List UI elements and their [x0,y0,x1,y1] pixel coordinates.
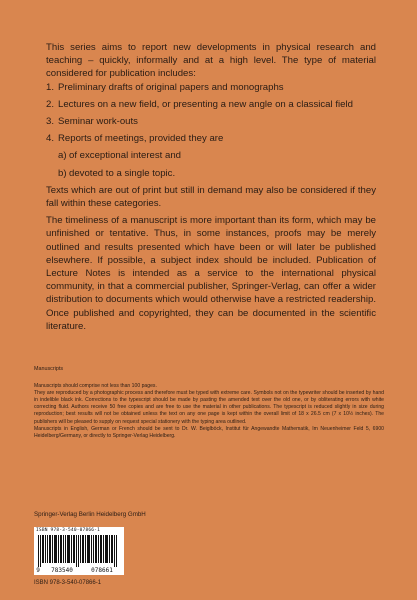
manuscripts-submission: Manuscripts in English, German or French should be sent to Dr. W. Beiglböck, Institut für Angewandte Mathematik, Im Neuenheimer Feld 5, 6900 Heidelberg/Germany, or directly to Springer-Verlag Heidelberg. [34,425,384,439]
list-number: 4. [46,133,55,145]
sub-list-letter: b) [58,167,67,179]
list-item [46,115,376,128]
sub-list-text: devoted to a single topic. [69,167,176,179]
timeliness-paragraph: The timeliness of a manuscript is more important than its form, which may be unfinished or tentative. Thus, in some instances, proofs may be merely outlined and results presented which have been or will later be published elsewhere. If possible, a subject index should be included. Publication of Lecture Notes is intended as a service to the international physical community, in that a commercial publisher, Springer-Verlag, can offer a wider distribution to documents which would otherwise have a restricted readership. Once published and copyrighted, they can be documented in the scientific literature. [46,215,376,332]
list-item [46,98,376,111]
sub-list [46,149,376,179]
barcode-digits [34,567,124,574]
manuscripts-section [34,366,384,440]
manuscripts-length: Manuscripts should comprise not less than 100 pages. [34,383,157,390]
publisher-name: Springer-Verlag Berlin Heidelberg GmbH [34,511,146,518]
list-text: Preliminary drafts of original papers and monographs [58,81,284,93]
intro-lead: This series aims to report new developments in physical research and teaching – quickly, informally and at a high level. The type of material considered for publication includes: [46,42,376,80]
list-number: 3. [46,116,55,128]
sub-list-item [58,167,376,180]
sub-list-item [58,149,376,162]
out-of-print-note: Texts which are out of print but still in demand may also be considered if they fall within these categories. [46,184,376,210]
series-description [46,41,376,333]
barcode-isbn: ISBN 978-3-540-07866-1 [36,528,101,533]
manuscripts-heading: Manuscripts [34,366,64,372]
list-item [46,132,376,145]
barcode-icon [38,535,120,567]
list-text: Seminar work-outs [58,116,138,128]
list-item [46,81,376,94]
barcode-digit-group-1: 783540 [51,567,73,574]
sub-list-letter: a) [58,150,67,162]
barcode-digit-first: 9 [36,567,40,574]
isbn-number: ISBN 978-3-540-07866-1 [34,580,102,586]
barcode-label [34,527,124,575]
material-list [46,81,376,146]
list-number: 1. [46,81,55,93]
list-text: Reports of meetings, provided they are [58,133,224,145]
barcode-digit-group-2: 078661 [91,567,113,574]
list-text: Lectures on a new field, or presenting a new angle on a classical field [58,98,353,110]
list-number: 2. [46,98,55,110]
sub-list-text: of exceptional interest and [69,150,182,162]
manuscripts-reproduction: They are reproduced by a photographic process and therefore must be typed with extreme care. Symbols not on the typewriter should be inserted by hand in indelible black ink. Corrections to the typescript should be made by pasting the amended text over the old one, or by obliterating errors with white correcting fluid. Authors receive 50 free copies and are free to use the material in other publications. The typescript is reduced slightly in size during reproduction; best results will not be obtained unless the text on any one page is kept within the overall limit of 18 x 26.5 cm (7 x 10½ inches). The publishers will be pleased to supply on request special stationery with the typing area outlined. [34,390,384,425]
